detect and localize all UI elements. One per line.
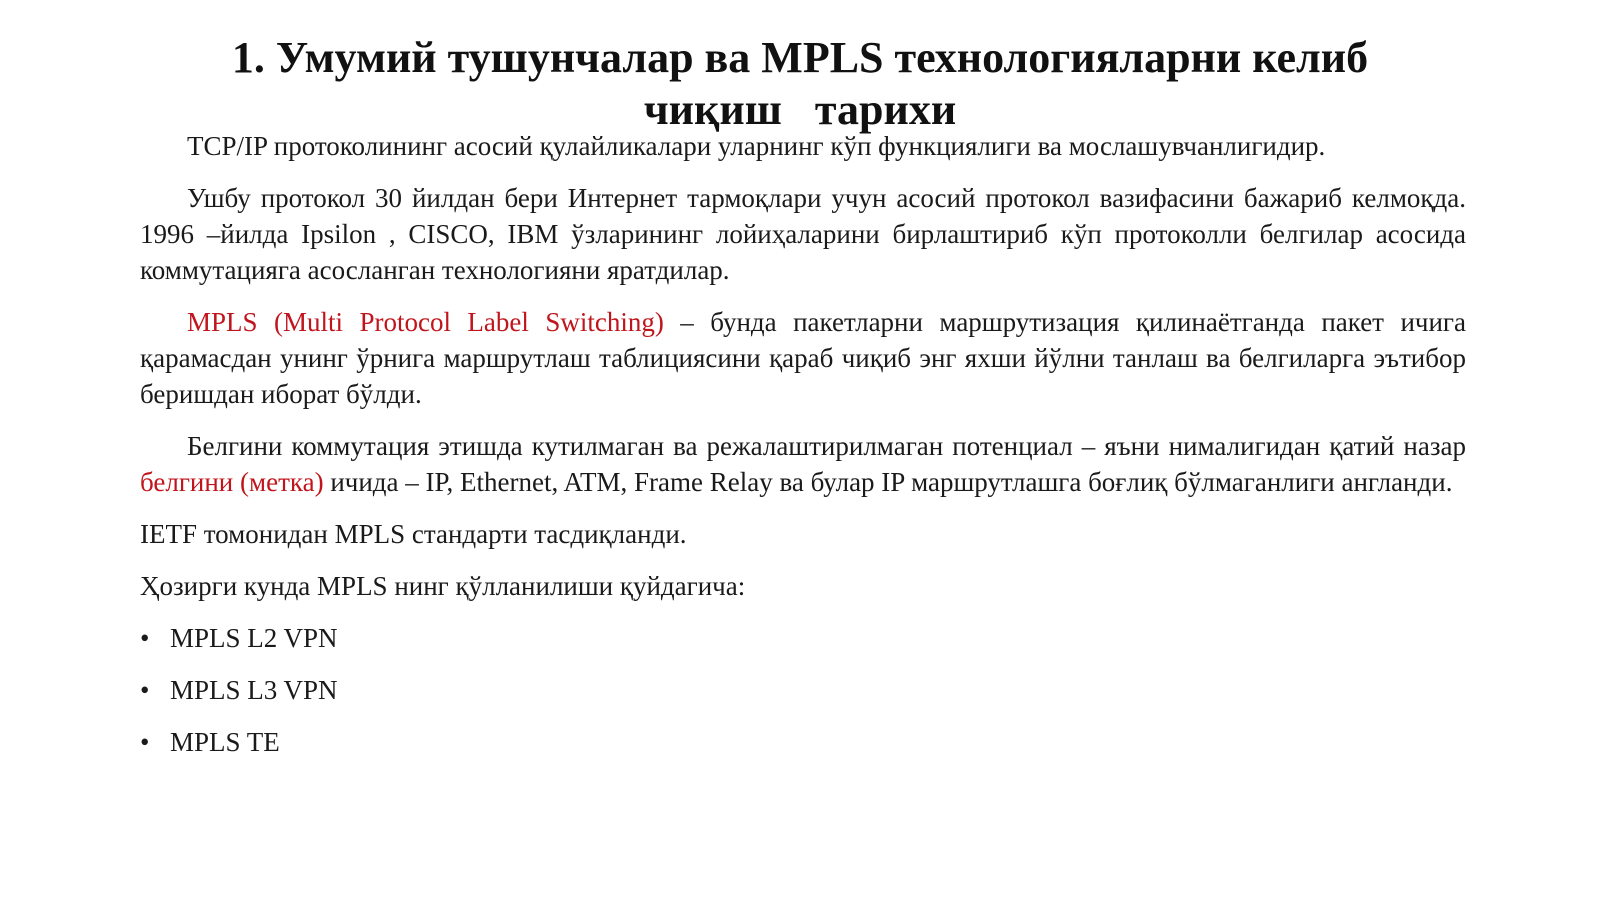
slide-title-line-1: 1. Умумий тушунчалар ва MPLS технологияларни келиб bbox=[231, 33, 1369, 82]
bullet-icon: • bbox=[140, 727, 150, 757]
paragraph-history: Ушбу протокол 30 йилдан бери Интернет тармоқлари учун асосий протокол вазифасини бажариб келмоқда. 1996 –йилда Ipsilon , CISCO, IBM ўзларининг лойиҳаларини бирлаштириб кўп протоколли белгилар асосида коммутацияга асосланган технологияни яратдилар. bbox=[140, 183, 1466, 285]
mpls-term-highlight: MPLS (Multi Protocol Label Switching) bbox=[187, 307, 664, 337]
list-item-label: MPLS L2 VPN bbox=[170, 623, 338, 653]
list-item bbox=[140, 620, 1466, 656]
label-switching-text-rest: ичида – IP, Ethernet, ATM, Frame Relay ва булар IP маршрутлашга боғлиқ бўлмаганлиги англанди. bbox=[323, 467, 1453, 497]
paragraph-label-switching bbox=[140, 428, 1466, 500]
label-switching-text-start: Белгини коммутация этишда кутилмаган ва режалаштирилмаган потенциал – яъни нималигидан қатий назар bbox=[187, 431, 1466, 461]
list-item-label: MPLS L3 VPN bbox=[170, 675, 338, 705]
paragraph-ietf: IETF томонидан MPLS стандарти тасдиқланди. bbox=[140, 519, 687, 549]
list-item-label: MPLS TE bbox=[170, 727, 280, 757]
paragraph-mpls-definition bbox=[140, 304, 1466, 412]
bullet-icon: • bbox=[140, 623, 150, 653]
paragraph-tcpip: TCP/IP протоколининг асосий қулайликалари уларнинг кўп функциялиги ва мослашувчанлигидир. bbox=[187, 131, 1326, 161]
usage-list bbox=[140, 620, 1466, 760]
slide-body bbox=[140, 128, 1466, 776]
mpls-definition-text: – бунда пакетларни маршрутизация қилинаётганда пакет ичига қарамасдан унинг ўрнига маршрутлаш таблициясини қараб чиқиб энг яхши йўлни танлаш ва белгиларга эътибор беришдан иборат бўлди. bbox=[140, 307, 1466, 409]
list-item bbox=[140, 724, 1466, 760]
list-item bbox=[140, 672, 1466, 708]
slide-title bbox=[140, 32, 1460, 136]
slide-title-line-2: чиқиш тарихи bbox=[643, 85, 957, 134]
paragraph-usage-intro: Ҳозирги кунда MPLS нинг қўлланилиши қуйдагича: bbox=[140, 571, 746, 601]
label-term-highlight: белгини (метка) bbox=[140, 467, 324, 497]
bullet-icon: • bbox=[140, 675, 150, 705]
